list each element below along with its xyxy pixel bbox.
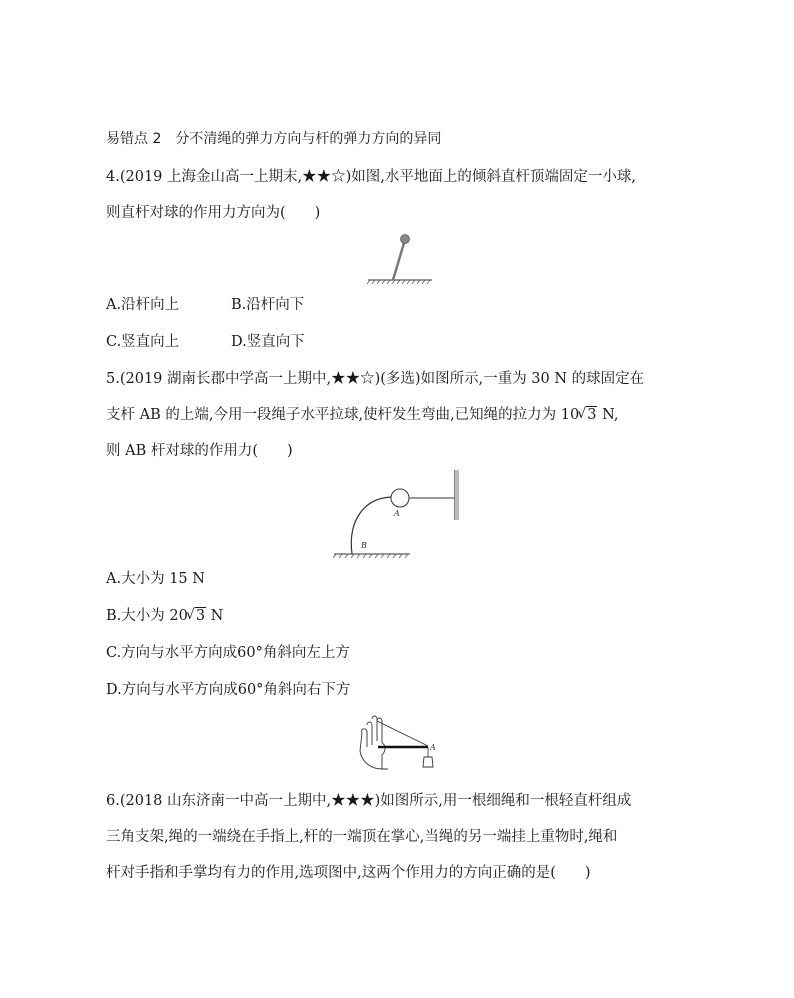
q4-options-row-1 [106, 295, 304, 315]
q5-line-2-unit: N, [597, 407, 619, 423]
tilted-rod [393, 243, 404, 280]
q5-text-line-3: 则 AB 杆对球的作用力( ) [106, 443, 293, 459]
q4-figure [360, 228, 440, 288]
q5-line-2-text: 支杆 AB 的上端,今用一段绳子水平拉球,使杆发生弯曲,已知绳的拉力为 10 [106, 407, 580, 423]
q5-line-2-radicand: 3 [587, 407, 597, 423]
q6-figure [352, 711, 442, 775]
sqrt-symbol [188, 606, 206, 626]
q5-text-line-1: 5.(2019 湖南长郡中学高一上期中,★★☆)(多选)如图所示,一重为 30 N 的球固定在 [106, 371, 645, 387]
q4-text-line-1: 4.(2019 上海金山高一上期末,★★☆)如图,水平地面上的倾斜直杆顶端固定一小球, [106, 169, 636, 185]
q4-option-c[interactable]: C.竖直向上 [106, 334, 180, 350]
section-heading [106, 129, 441, 149]
label-a: A [394, 509, 400, 518]
q5-option-b[interactable] [106, 606, 223, 626]
q5-option-a[interactable]: A.大小为 15 N [106, 571, 205, 587]
q4-option-a[interactable]: A.沿杆向上 [106, 297, 180, 313]
string [377, 721, 428, 746]
label-b: B [361, 541, 367, 550]
q5-option-b-unit: N [206, 608, 224, 624]
q6-text-line-2: 三角支架,绳的一端绕在手指上,杆的一端顶在掌心,当绳的另一端挂上重物时,绳和 [106, 829, 618, 845]
q5-option-c[interactable]: C.方向与水平方向成60°角斜向左上方 [106, 645, 350, 661]
ball [391, 489, 409, 507]
q5-figure [330, 468, 470, 560]
q5-option-b-text: B.大小为 20 [106, 608, 188, 624]
q4-option-b[interactable]: B.沿杆向下 [231, 297, 305, 313]
wall-hatch [455, 470, 459, 520]
q4-option-d[interactable]: D.竖直向下 [231, 334, 305, 350]
ground-hatch [367, 280, 430, 284]
section-label: 易错点 2 [106, 131, 162, 147]
section-title: 分不清绳的弹力方向与杆的弹力方向的异同 [175, 131, 442, 147]
sqrt-symbol [579, 405, 597, 425]
q5-option-b-radicand: 3 [195, 608, 206, 624]
q5-text-line-2 [106, 405, 618, 425]
q5-option-d[interactable]: D.方向与水平方向成60°角斜向右下方 [106, 682, 351, 698]
q6-text-line-3: 杆对手指和手掌均有力的作用,选项图中,这两个作用力的方向正确的是( ) [106, 865, 591, 881]
label-a: A [430, 743, 436, 752]
q4-text-line-2: 则直杆对球的作用力方向为( ) [106, 205, 321, 221]
ground-hatch [333, 554, 408, 558]
q4-options-row-2 [106, 332, 305, 352]
curved-rod [351, 497, 392, 554]
q6-text-line-1: 6.(2018 山东济南一中高一上期中,★★★)如图所示,用一根细绳和一根轻直杆组成 [106, 793, 632, 809]
weight-icon [423, 757, 433, 767]
small-ball [401, 235, 410, 244]
